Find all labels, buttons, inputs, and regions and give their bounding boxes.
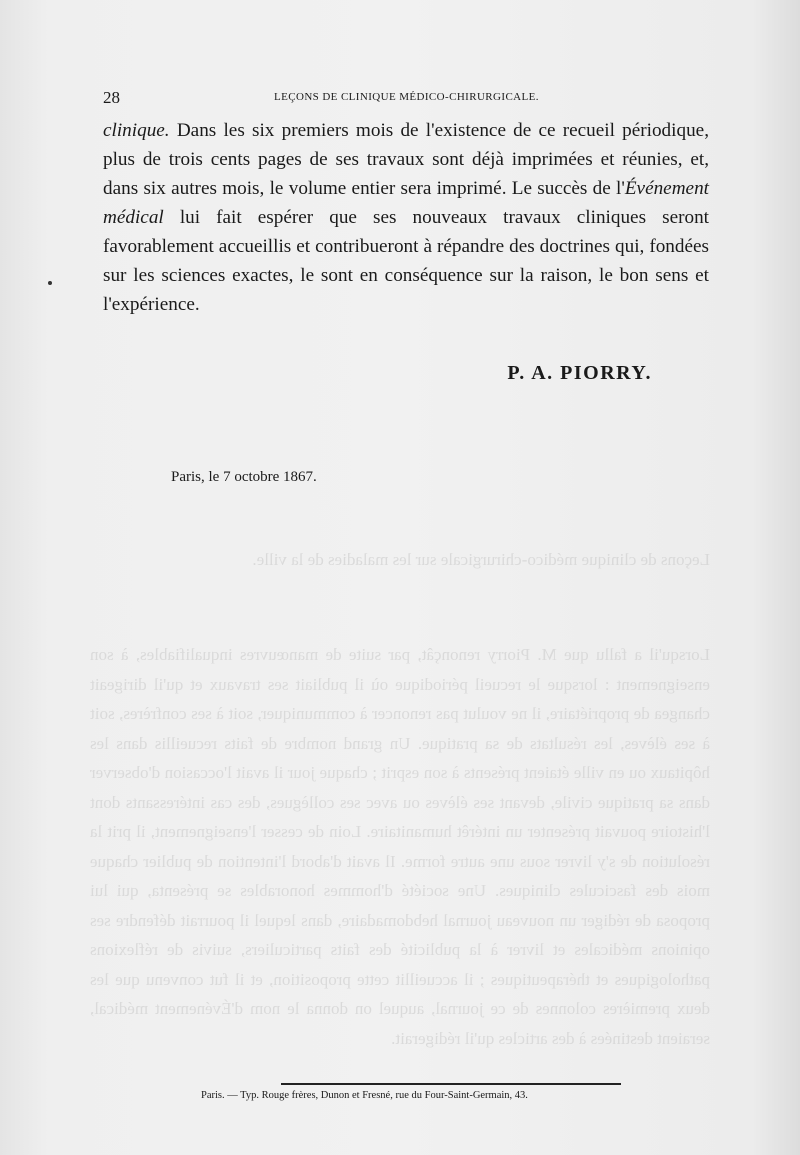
word-clinique: clinique. — [103, 120, 170, 141]
body-sentence-1: Dans les six premiers mois de l'existence de ce recueil périodique, plus de trois cents pages de ses travaux sont déjà imprimées et réunies, et, dans six autres mois, le volume entier sera imprimé. Le succès de l' — [103, 120, 709, 199]
journal-title: Événement médical — [103, 178, 709, 228]
body-paragraph — [103, 116, 709, 319]
page-header — [103, 88, 709, 110]
body-sentence-2: lui fait espérer que ses nouveaux travaux cliniques seront favorablement accueillis et contribueront à répandre des doctrines qui, fondées sur les sciences exactes, le sont en conséquence sur la raison, le bon sens et l'expérience. — [103, 207, 709, 315]
bleed-through-text: Lorsqu'il a fallu que M. Piorry renonçât, par suite de manœuvres inqualifiables, à son enseignement : lorsque le recueil périodique où il publiait ses travaux et qu'il dirigeait changea de propriétaire, il ne voulut pas renoncer à communiquer, soit à ses confrères, soit à ses élèves, les résultats de sa pratique. Un grand nombre de faits recueillis dans les hôpitaux ou en ville étaient présents à son esprit ; chaque jour il avait l'occasion d'observer dans sa pratique civile, devant ses élèves ou avec ses collègues, des cas intéressants dont l'histoire pouvait présenter un intérêt humanitaire. Loin de cesser l'enseignement, il prit la résolution de s'y livrer sous une autre forme. Il avait d'abord l'intention de publier chaque mois des fascicules cliniques. Une société d'hommes honorables se présenta, qui lui proposa de rédiger un nouveau journal hebdomadaire, dans lequel il pourrait défendre ses opinions médicales et livrer à la publicité des faits particuliers, suivis de réflexions pathologiques et thérapeutiques ; il accueillit cette proposition, et il fut convenu que les deux premières colonnes de ce journal, auquel on donna le nom d'Événement médical, seraient destinées à des articles qu'il rédigerait. — [90, 645, 710, 1048]
bleed-through-heading: Leçons de clinique médico-chirurgicale sur les maladies de la ville. — [252, 550, 710, 569]
margin-mark — [48, 281, 52, 285]
printer-imprint: Paris. — Typ. Rouge frères, Dunon et Fresné, rue du Four-Saint-Germain, 43. — [201, 1090, 528, 1101]
footer-rule — [281, 1083, 621, 1085]
page-number: 28 — [103, 88, 120, 107]
dateline: Paris, le 7 octobre 1867. — [171, 469, 317, 485]
author-signature: P. A. PIORRY. — [507, 362, 652, 384]
running-title: LEÇONS DE CLINIQUE MÉDICO-CHIRURGICALE. — [274, 91, 539, 103]
